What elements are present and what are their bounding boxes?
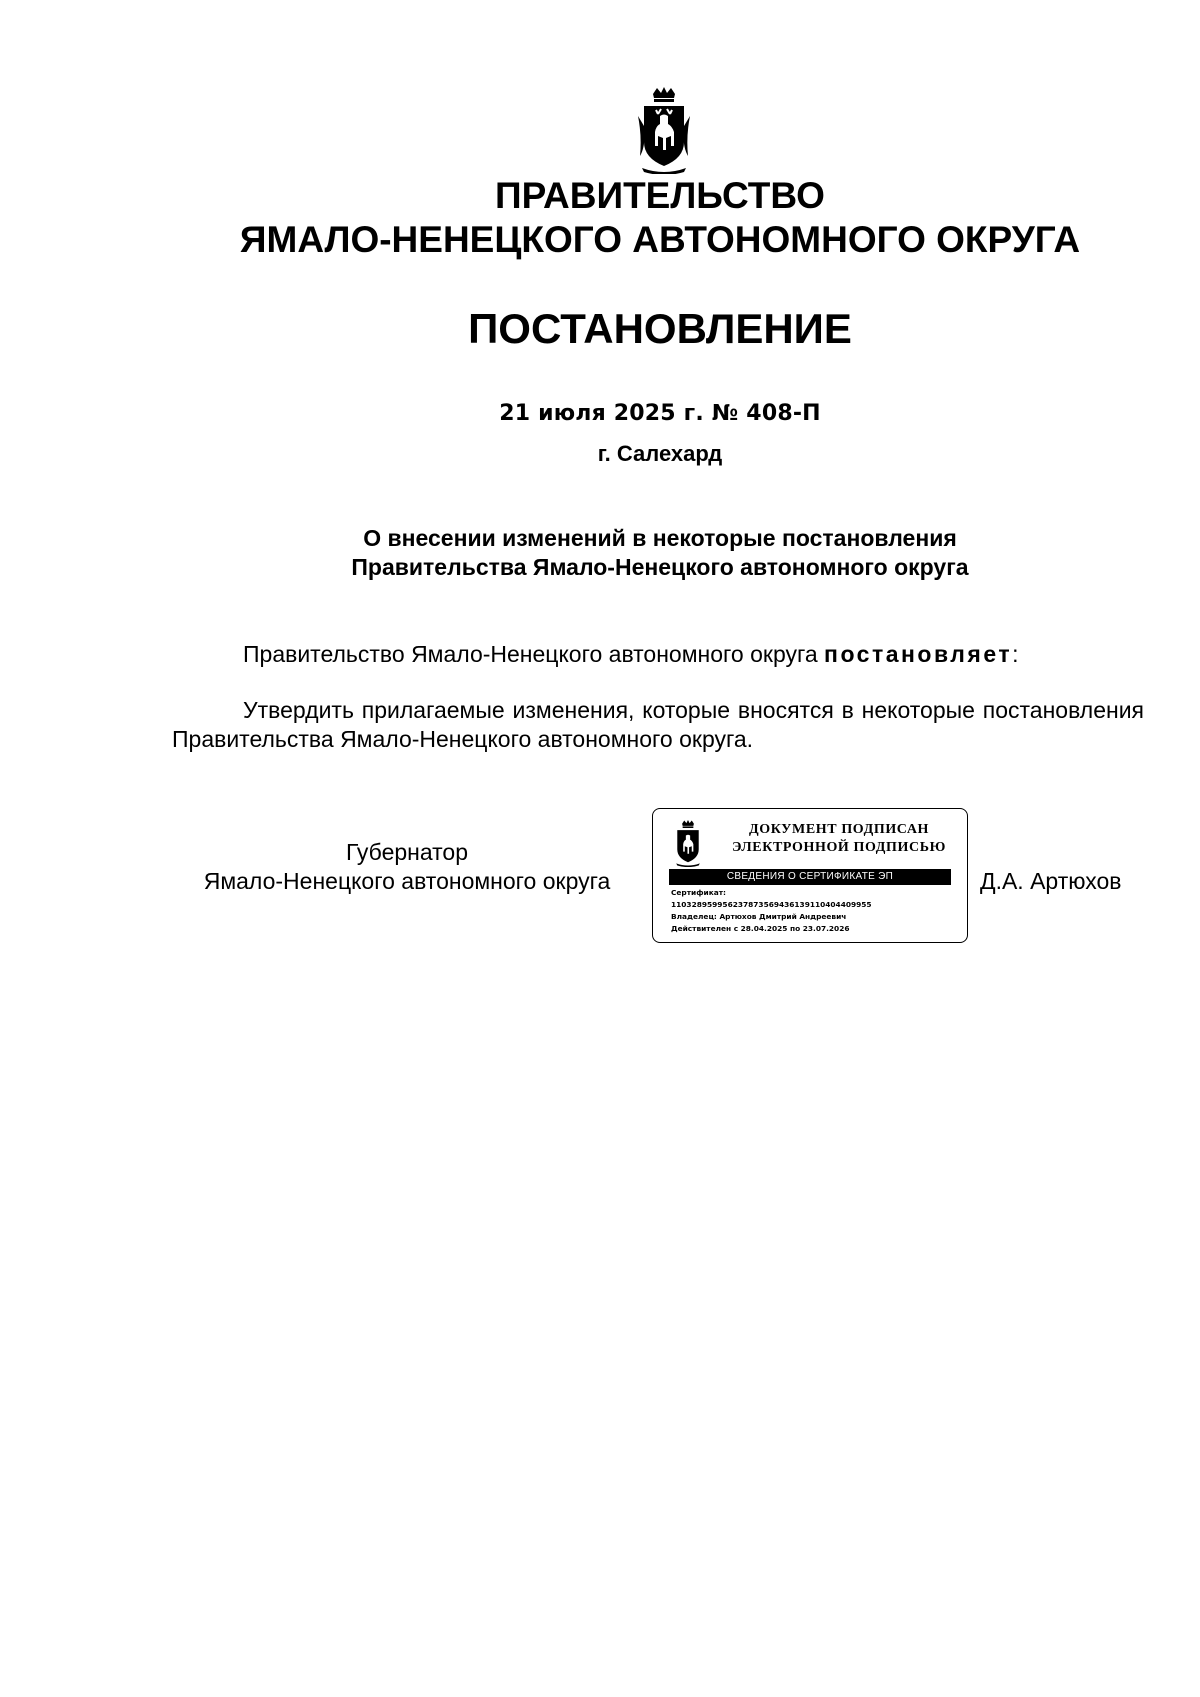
document-type: ПОСТАНОВЛЕНИЕ: [468, 305, 852, 352]
signatory-position-line-1: Губернатор: [345, 839, 469, 865]
stamp-title: [719, 821, 959, 857]
stamp-validity: Действителен с 28.04.2025 по 23.07.2026: [671, 924, 850, 933]
resolve-suffix: :: [1012, 641, 1019, 667]
body-paragraph: Утвердить прилагаемые изменения, которые вносятся в некоторые постановления Правительства Ямало-Ненецкого автономного округа.: [172, 697, 1144, 752]
electronic-signature-stamp: [652, 808, 968, 943]
subject-line-1: О внесении изменений в некоторые постановления: [363, 525, 957, 551]
resolve-paragraph: [243, 640, 1143, 669]
government-name-line-2: ЯМАЛО-НЕНЕЦКОГО АВТОНОМНОГО ОКРУГА: [239, 219, 1081, 260]
government-name-line-1: ПРАВИТЕЛЬСТВО: [495, 175, 825, 216]
subject-line-2: Правительства Ямало-Ненецкого автономного округа: [351, 554, 969, 580]
document-date-number: 21 июля 2025 г. № 408-П: [499, 401, 821, 426]
coat-of-arms-icon: [636, 86, 692, 174]
signatory-position-line-2: Ямало-Ненецкого автономного округа: [203, 868, 611, 894]
signatory-name: Д.А. Артюхов: [980, 868, 1122, 894]
stamp-owner: Владелец: Артюхов Дмитрий Андреевич: [671, 912, 847, 921]
stamp-title-line-2: ЭЛЕКТРОННОЙ ПОДПИСЬЮ: [732, 840, 946, 855]
stamp-title-line-1: ДОКУМЕНТ ПОДПИСАН: [748, 822, 930, 837]
stamp-cert-label: Сертификат:: [671, 888, 726, 897]
stamp-certificate-header: СВЕДЕНИЯ О СЕРТИФИКАТЕ ЭП: [669, 869, 951, 885]
coat-of-arms-icon: [673, 819, 703, 867]
document-city: г. Салехард: [597, 441, 723, 466]
resolve-word: постановляет: [824, 641, 1013, 667]
stamp-cert-number: 110328959956237873569436139110404409955: [671, 900, 872, 909]
stamp-certificate-details: [671, 887, 961, 935]
signatory-position: [172, 838, 642, 896]
document-subject: [60, 524, 1200, 582]
resolve-prefix: Правительство Ямало-Ненецкого автономного округа: [243, 641, 825, 667]
